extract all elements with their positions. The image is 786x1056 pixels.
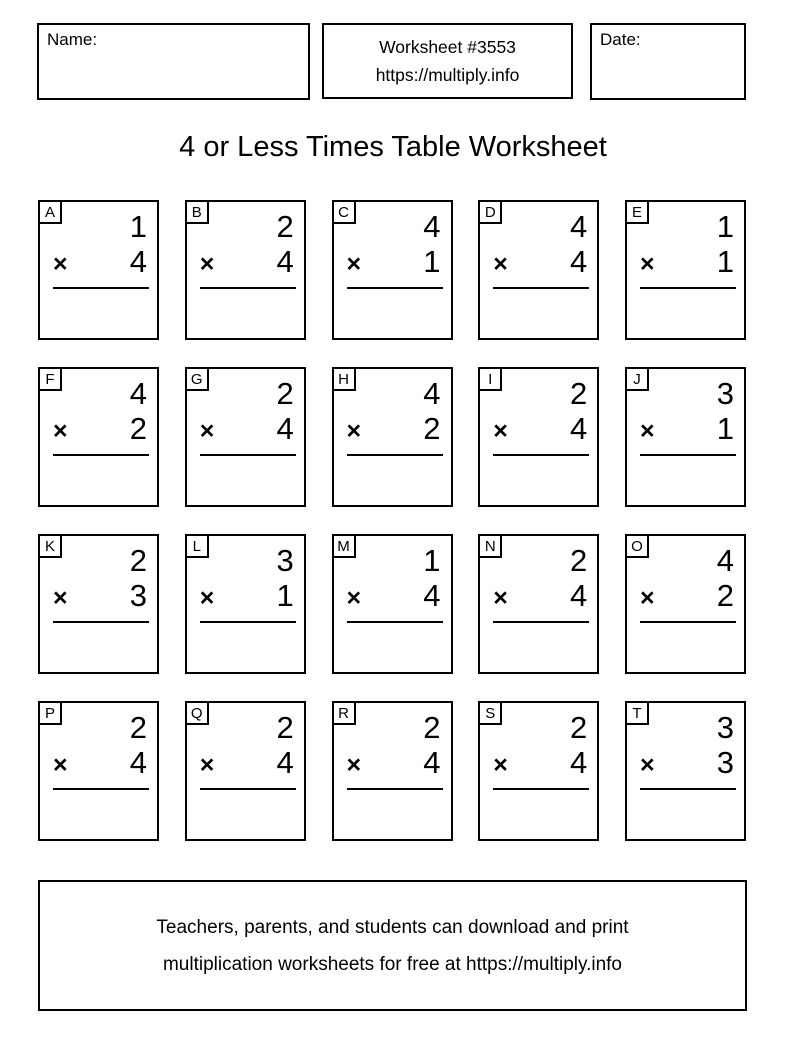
- problem-cell: [332, 367, 453, 507]
- multiply-operator: ×: [199, 751, 215, 779]
- answer-space: [40, 289, 157, 339]
- problem-multiplicand: 2: [423, 710, 441, 745]
- multiply-operator: ×: [640, 417, 655, 445]
- multiply-operator: ×: [53, 250, 68, 278]
- problem-label: D: [478, 200, 502, 224]
- answer-space: [480, 289, 597, 339]
- date-label: Date:: [600, 30, 641, 49]
- problem-label: O: [625, 534, 649, 558]
- problem-multiplier: 4: [570, 578, 588, 613]
- problem-multiplicand: 2: [570, 376, 588, 411]
- problem-multiplier: 4: [423, 745, 441, 780]
- problem-cell: [38, 701, 159, 841]
- problem-cell: [478, 701, 599, 841]
- problem-multiplicand: 4: [129, 376, 147, 411]
- problem-multiplicand: 2: [276, 710, 294, 745]
- problem-multiplier: 2: [716, 578, 734, 613]
- problem-label: G: [185, 367, 209, 391]
- problem-label: A: [38, 200, 62, 224]
- multiply-operator: ×: [640, 584, 655, 612]
- multiply-operator: ×: [346, 250, 362, 278]
- problem-multiplier: 4: [570, 745, 588, 780]
- problem-cell: [38, 200, 159, 340]
- answer-space: [334, 289, 451, 339]
- problem-multiplier: 4: [570, 411, 588, 446]
- problem-multiplicand: 2: [276, 376, 294, 411]
- problem-multiplicand: 4: [423, 209, 441, 244]
- problem-multiplier: 2: [423, 411, 441, 446]
- multiply-operator: ×: [53, 751, 68, 779]
- problem-multiplicand: 3: [716, 710, 734, 745]
- problem-cell: [38, 534, 159, 674]
- problem-cell: [625, 701, 746, 841]
- problem-multiplier: 1: [716, 411, 734, 446]
- multiply-operator: ×: [640, 751, 655, 779]
- problem-multiplier: 4: [570, 244, 588, 279]
- problem-cell: [185, 367, 306, 507]
- date-field-box: [590, 23, 746, 100]
- problem-multiplier: 1: [423, 244, 441, 279]
- multiply-operator: ×: [493, 417, 508, 445]
- problem-label: C: [332, 200, 356, 224]
- answer-space: [334, 623, 451, 673]
- multiply-operator: ×: [493, 250, 508, 278]
- problem-label: S: [478, 701, 502, 725]
- problem-cell: [625, 200, 746, 340]
- problem-label: M: [332, 534, 356, 558]
- multiply-operator: ×: [640, 250, 655, 278]
- multiply-operator: ×: [346, 584, 362, 612]
- problem-multiplicand: 1: [716, 209, 734, 244]
- problem-multiplicand: 2: [276, 209, 294, 244]
- problem-label: K: [38, 534, 62, 558]
- problem-label: L: [185, 534, 209, 558]
- answer-space: [334, 790, 451, 840]
- problem-multiplier: 3: [716, 745, 734, 780]
- answer-space: [627, 623, 744, 673]
- problem-multiplicand: 1: [423, 543, 441, 578]
- multiply-operator: ×: [199, 250, 215, 278]
- multiply-operator: ×: [199, 417, 215, 445]
- problem-cell: [185, 200, 306, 340]
- problem-label: Q: [185, 701, 209, 725]
- problem-cell: [478, 534, 599, 674]
- problem-multiplicand: 4: [570, 209, 588, 244]
- problem-multiplier: 4: [276, 244, 294, 279]
- multiply-operator: ×: [493, 584, 508, 612]
- answer-space: [480, 623, 597, 673]
- problem-cell: [625, 534, 746, 674]
- worksheet-info-box: [322, 23, 573, 99]
- problem-cell: [332, 200, 453, 340]
- problem-cell: [478, 200, 599, 340]
- problem-cell: [332, 534, 453, 674]
- problem-cell: [332, 701, 453, 841]
- problem-multiplicand: 2: [129, 543, 147, 578]
- problem-label: P: [38, 701, 62, 725]
- answer-space: [627, 456, 744, 506]
- footer-line2: multiplication worksheets for free at https://multiply.info: [162, 953, 622, 975]
- problem-multiplier: 4: [423, 578, 441, 613]
- problem-multiplier: 2: [129, 411, 147, 446]
- problem-label: E: [625, 200, 649, 224]
- name-label: Name:: [47, 30, 98, 49]
- problem-label: R: [332, 701, 356, 725]
- problem-label: I: [478, 367, 502, 391]
- problem-multiplicand: 4: [423, 376, 441, 411]
- multiply-operator: ×: [346, 751, 362, 779]
- problem-multiplier: 4: [129, 745, 147, 780]
- problems-grid: [38, 200, 746, 841]
- answer-space: [334, 456, 451, 506]
- problem-multiplier: 4: [276, 745, 294, 780]
- problem-multiplicand: 2: [129, 710, 147, 745]
- page-title: 4 or Less Times Table Worksheet: [179, 131, 607, 163]
- problem-label: T: [625, 701, 649, 725]
- multiply-operator: ×: [346, 417, 362, 445]
- multiply-operator: ×: [199, 584, 215, 612]
- answer-space: [627, 289, 744, 339]
- problem-cell: [38, 367, 159, 507]
- answer-space: [480, 790, 597, 840]
- problem-multiplier: 1: [276, 578, 294, 613]
- problem-multiplier: 3: [129, 578, 147, 613]
- multiply-operator: ×: [53, 584, 68, 612]
- problem-multiplier: 1: [716, 244, 734, 279]
- answer-space: [480, 456, 597, 506]
- answer-space: [40, 790, 157, 840]
- problem-multiplicand: 1: [129, 209, 147, 244]
- problem-multiplicand: 3: [716, 376, 734, 411]
- problem-multiplicand: 4: [716, 543, 734, 578]
- problem-multiplicand: 2: [570, 543, 588, 578]
- answer-space: [187, 623, 304, 673]
- problem-label: B: [185, 200, 209, 224]
- problem-multiplier: 4: [276, 411, 294, 446]
- multiply-operator: ×: [53, 417, 68, 445]
- problem-label: N: [478, 534, 502, 558]
- problem-multiplicand: 3: [276, 543, 294, 578]
- problem-cell: [185, 534, 306, 674]
- answer-space: [187, 289, 304, 339]
- problem-multiplicand: 2: [570, 710, 588, 745]
- answer-space: [187, 790, 304, 840]
- worksheet-number: Worksheet #3553: [379, 37, 516, 57]
- footer-line1: Teachers, parents, and students can download and print: [156, 916, 629, 938]
- name-field-box: [37, 23, 310, 100]
- answer-space: [627, 790, 744, 840]
- footer-box: [38, 880, 747, 1011]
- answer-space: [40, 456, 157, 506]
- problem-cell: [185, 701, 306, 841]
- problem-label: F: [38, 367, 62, 391]
- problem-label: J: [625, 367, 649, 391]
- problem-cell: [478, 367, 599, 507]
- problem-cell: [625, 367, 746, 507]
- answer-space: [187, 456, 304, 506]
- multiply-operator: ×: [493, 751, 508, 779]
- problem-multiplier: 4: [129, 244, 147, 279]
- problem-label: H: [332, 367, 356, 391]
- worksheet-url: https://multiply.info: [375, 65, 520, 85]
- answer-space: [40, 623, 157, 673]
